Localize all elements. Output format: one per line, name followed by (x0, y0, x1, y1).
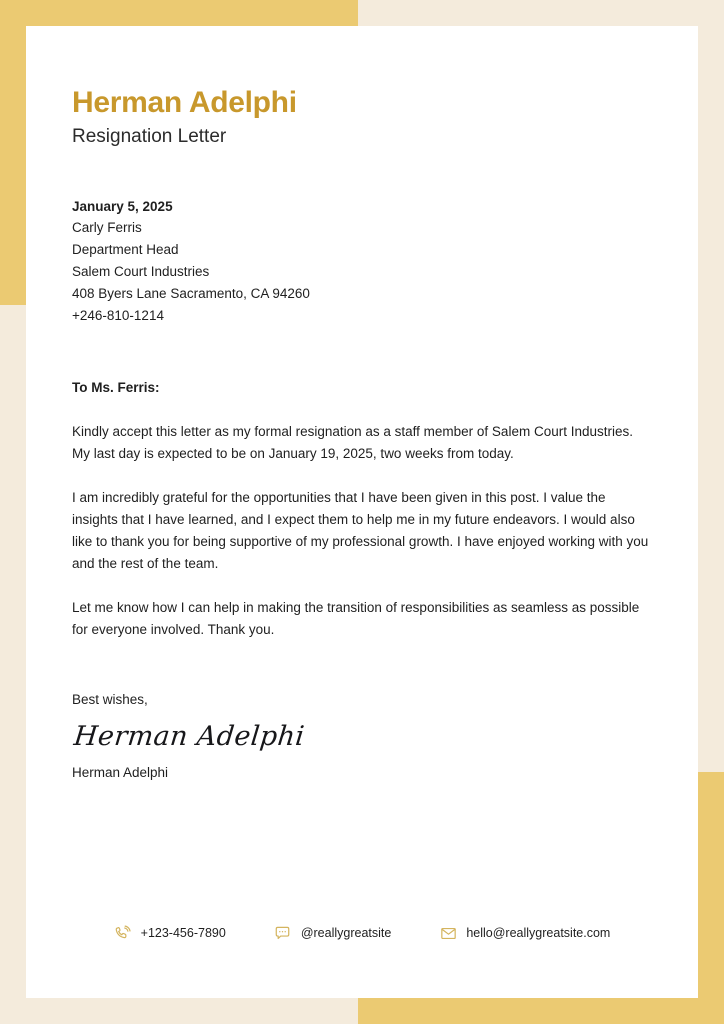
signature-name: Herman Adelphi (72, 765, 169, 781)
letter-header (72, 86, 652, 150)
recipient-name: Carly Ferris (72, 220, 142, 236)
contact-phone (114, 924, 226, 942)
salutation: To Ms. Ferris: (72, 380, 160, 396)
recipient-phone: +246-810-1214 (72, 307, 164, 323)
recipient-company: Salem Court Industries (72, 264, 210, 280)
body-paragraph-1: Kindly accept this letter as my formal resignation as a staff member of Salem Court Industries. My last day is expected to be on January 19, 2025, two weeks from today. (72, 424, 633, 462)
contact-email-label: hello@reallygreatsite.com (466, 926, 611, 940)
body-paragraph-2: I am incredibly grateful for the opportunities that I have been given in this post. I value the insights that I have learned, and I expect them to help me in my future endeavors. I would also like to thank you for being supportive of my professional growth. I have enjoyed working with you and the rest of the team. (72, 490, 649, 572)
recipient-title: Department Head (72, 242, 179, 258)
decorative-gold-bar-bottom-right (358, 998, 724, 1024)
decorative-gold-bar-top-left (0, 0, 358, 26)
signature-script: Herman Adelphi (72, 721, 307, 753)
closing-block (72, 689, 652, 783)
closing-salutation: Best wishes, (72, 692, 148, 708)
decorative-gold-bar-left (0, 0, 26, 305)
contact-social (274, 924, 392, 942)
letter-document (26, 26, 698, 998)
body-paragraph-3: Let me know how I can help in making the transition of responsibilities as seamless as possible for everyone involved. Thank you. (72, 600, 640, 638)
recipient-address: 408 Byers Lane Sacramento, CA 94260 (72, 285, 310, 301)
letter-date: January 5, 2025 (72, 198, 173, 214)
phone-icon (114, 924, 132, 942)
contact-email (439, 924, 610, 942)
letter-subtitle: Resignation Letter (72, 126, 227, 147)
envelope-icon (439, 924, 457, 942)
contact-phone-label: +123-456-7890 (140, 926, 226, 940)
contact-social-label: @reallygreatsite (300, 926, 392, 940)
recipient-block (72, 196, 652, 327)
speech-bubble-icon (274, 924, 292, 942)
decorative-gold-bar-right (698, 772, 724, 1024)
letter-footer (72, 924, 652, 942)
sender-name: Herman Adelphi (72, 86, 297, 119)
